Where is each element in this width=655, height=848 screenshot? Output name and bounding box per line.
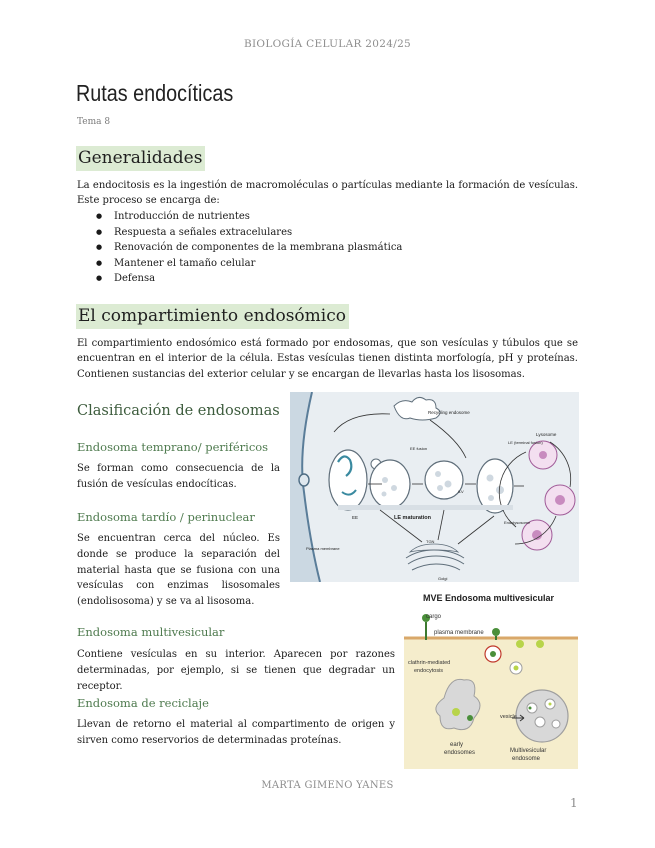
generalidades-list	[98, 209, 402, 287]
endosoma-tardio-title: Endosoma tardío / perinuclear	[77, 510, 255, 524]
label-vesicle: vesicle	[500, 714, 517, 720]
page-number: 1	[570, 796, 578, 810]
label-lysosome: Lysosome	[536, 432, 557, 437]
page-subtitle: Tema 8	[77, 117, 111, 127]
compartimiento-text: El compartimiento endosómico está formado por endosomas, que son vesículas y túbulos que se encuentran en el interior de la célula. Estas vesículas tienen distinta morfología, pH y proteínas. Contienen sustancias del exterior celular y se encargan de llevarlas hasta los lisosomas.	[77, 338, 578, 380]
label-multivesicular-line1: Multivesicular	[510, 748, 547, 754]
endosoma-reciclaje-text: Llevan de retorno el material al compartimento de origen y sirven como reservorios de determinadas proteínas.	[77, 719, 395, 746]
endosoma-reciclaje-title: Endosoma de reciclaje	[77, 696, 209, 710]
page-title: Rutas endocíticas	[76, 80, 234, 106]
heading-generalidades: Generalidades	[76, 146, 205, 171]
label-early-line2: endosomes	[444, 750, 476, 756]
endocytic-pathway-figure	[290, 392, 579, 582]
label-ee: EE	[352, 515, 359, 520]
page-header: BIOLOGÍA CELULAR 2024/25	[243, 38, 412, 50]
label-clathrin-line1: clathrin-mediated	[408, 660, 451, 666]
list-item: ● Introducción de nutrientes	[98, 209, 402, 225]
label-le-fusion: LE (terminal fusion)	[508, 440, 543, 445]
label-early-line1: early	[450, 742, 464, 748]
label-multivesicular-line2: endosome	[512, 756, 541, 762]
label-ee-fusion: EE fusion	[410, 446, 428, 451]
endosoma-multivesicular-text: Contiene vesículas en su interior. Aparecen por razones determinadas, por ejemplo, si se tienen que degradar un receptor.	[77, 649, 395, 692]
label-endolysosome: Endolysosome	[504, 520, 531, 525]
figure2-caption: MVE Endosoma multivesicular	[423, 593, 555, 603]
heading-compartimiento: El compartimiento endosómico	[76, 304, 349, 329]
page-footer: MARTA GIMENO YANES	[261, 780, 394, 791]
endosoma-temprano-text: Se forman como consecuencia de la fusión de vesículas endocíticas.	[77, 463, 280, 490]
label-plasma-membrane: plasma membrane	[434, 630, 484, 636]
list-item: ● Defensa	[98, 271, 402, 287]
endosoma-multivesicular-title: Endosoma multivesicular	[77, 625, 225, 639]
label-recycling: Recycling endosome	[428, 410, 470, 415]
label-clathrin-line2: endocytosis	[414, 668, 444, 674]
label-golgi: Golgi	[438, 576, 448, 581]
generalidades-intro: La endocitosis es la ingestión de macromoléculas o partículas mediante la formación de vesículas. Este proceso se encarga de:	[77, 180, 578, 207]
list-item: ● Mantener el tamaño celular	[98, 256, 402, 272]
list-item: ● Respuesta a señales extracelulares	[98, 225, 402, 241]
label-le-maturation: LE maturation	[394, 515, 431, 521]
multivesicular-endosome-figure	[404, 606, 578, 769]
list-item: ● Renovación de componentes de la membrana plasmática	[98, 240, 402, 256]
label-tgn: TGN	[426, 539, 435, 544]
label-cargo: cargo	[426, 614, 442, 620]
endosoma-tardio-text: Se encuentran cerca del núcleo. Es donde se produce la separación del material hasta que se fusiona con una vesículas con enzimas lisosomales (endolisosoma) y se va al lisosoma.	[77, 533, 280, 608]
heading-clasificacion: Clasificación de endosomas	[77, 403, 280, 419]
endosoma-temprano-title: Endosoma temprano/ periféricos	[77, 440, 269, 454]
label-ilv: ILV	[458, 489, 464, 494]
label-plasma-membrane: Plasma membrane	[306, 546, 340, 551]
